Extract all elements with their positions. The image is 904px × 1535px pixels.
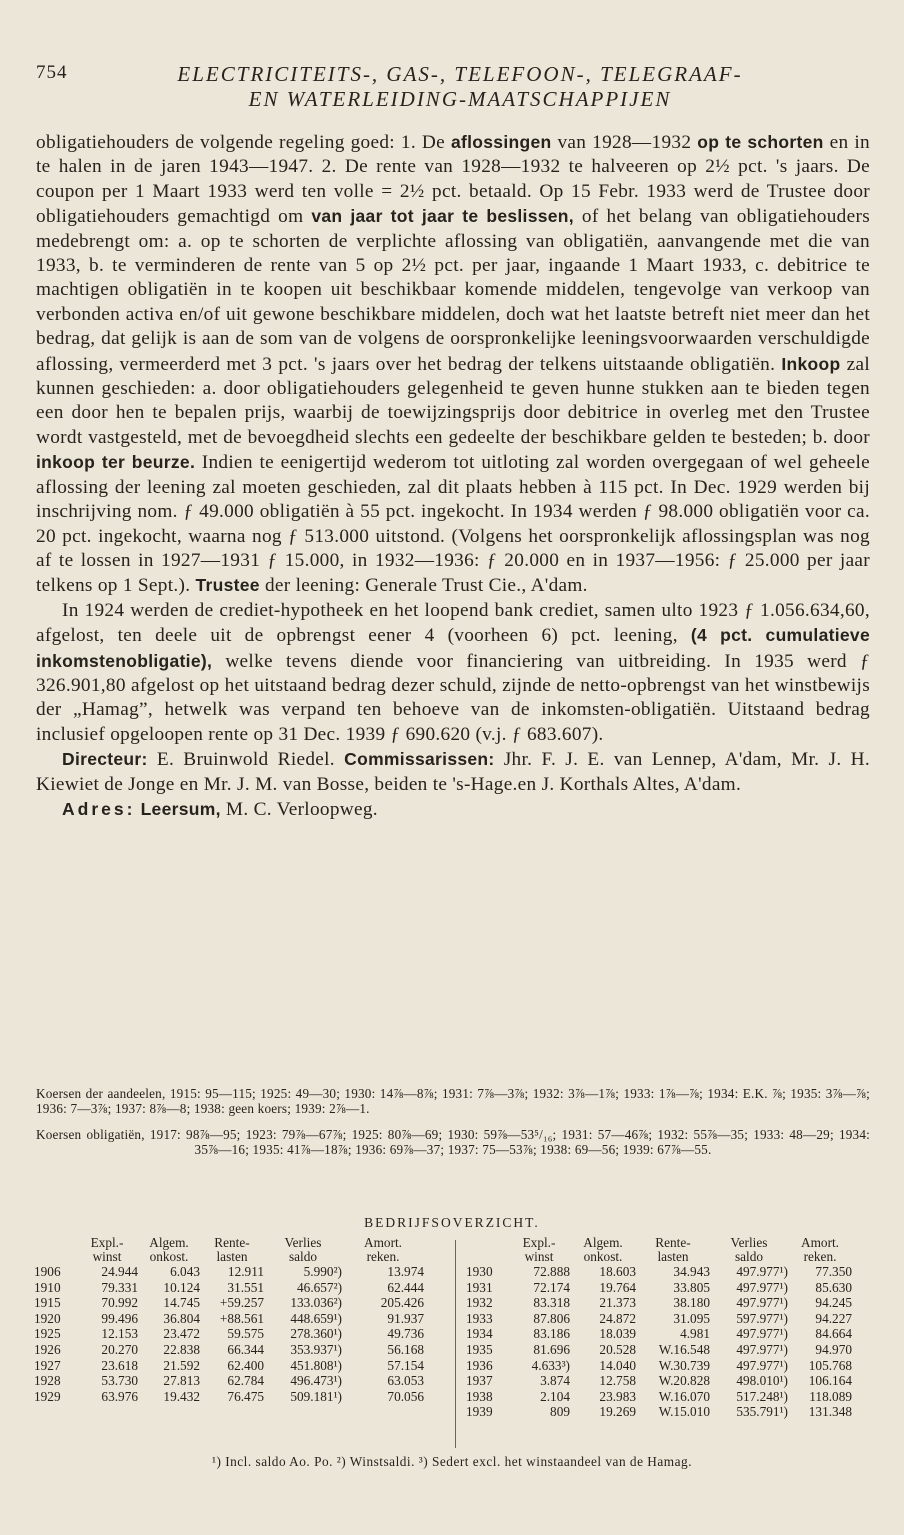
table-header [34, 1236, 424, 1264]
value-cell: 497.977¹) [736, 1279, 788, 1295]
value-cell: 497.977¹) [736, 1295, 788, 1311]
text-run: obligatiehouders de volgende regeling goed: 1. De [36, 132, 451, 153]
value-cell: 62.400 [227, 1357, 264, 1373]
header-cell: reken. [366, 1249, 400, 1264]
value-cell: 517.248¹) [736, 1388, 788, 1404]
year-cell: 1925 [34, 1326, 61, 1342]
table-row [34, 1373, 424, 1389]
header-cell: winst [92, 1249, 122, 1264]
header-cell: winst [524, 1249, 554, 1264]
value-cell: 497.977¹) [736, 1357, 788, 1373]
value-cell: 6.043 [170, 1264, 200, 1279]
text-run: zal kunnen geschieden: a. door obligatiehouders gelegenheid te geven hunne stukken aan te bieden tegen een door hen te bepalen prijs, waarbij de toewijzingsprijs door debitrice in overleg met den Trustee wordt vastgesteld, met de bevoegdheid slechts een gedeelte der beschikbare gelden te besteden; b. door [36, 353, 871, 448]
header-cell: reken. [803, 1249, 837, 1264]
value-cell: 5.990²) [303, 1264, 342, 1279]
value-cell: W.15.010 [658, 1404, 710, 1420]
running-title-line-2: EN WATERLEIDING-MAATSCHAPPIJEN [248, 87, 672, 111]
bold-term: van jaar tot jaar te beslissen, [311, 206, 574, 227]
value-cell: 94.227 [815, 1310, 852, 1326]
value-cell: 4.981 [680, 1326, 710, 1342]
value-cell: 36.804 [163, 1310, 200, 1326]
value-cell: 72.888 [533, 1264, 570, 1279]
value-cell: 497.977¹) [736, 1264, 788, 1279]
table-row [466, 1342, 852, 1358]
paragraph-crediet [36, 599, 870, 747]
table-row [466, 1280, 852, 1296]
value-cell: 49.736 [387, 1326, 424, 1342]
table-row [466, 1326, 852, 1342]
table-footnote: ¹) Incl. saldo Ao. Po. ²) Winstsaldi. ³) Sedert excl. het winstaandeel van de Hamag. [211, 1454, 693, 1469]
value-cell: 13.974 [387, 1264, 424, 1279]
value-cell: 131.348 [808, 1404, 852, 1420]
value-cell: 509.181¹) [290, 1388, 342, 1404]
year-cell: 1932 [466, 1295, 493, 1311]
value-cell: 38.180 [673, 1295, 710, 1311]
text-run: welke tevens diende voor financiering van uitbreiding. In 1935 werd ƒ 326.901,80 afgelost op het uitstaand bedrag dezer schuld, zijnde de netto-opbrengst van het winstbewijs der „Hamag”, hetwelk was verpand ten behoeve van de inkomsten-obligatiën. Uitstaand bedrag inclusief opgeloopen rente op 31 Dec. 1939 ƒ 690.620 (v.j. ƒ 683.607). [36, 650, 870, 745]
value-cell: 535.791¹) [736, 1404, 788, 1420]
value-cell: W.16.070 [658, 1388, 710, 1404]
value-cell: 94.970 [815, 1341, 852, 1357]
value-cell: 133.036²) [290, 1295, 342, 1311]
running-title-line-1: ELECTRICITEITS-, GAS-, TELEFOON-, TELEGRAAF- [177, 62, 743, 86]
text-run: In 1924 werden de crediet-hypotheek en het loopend bank crediet, samen ulto 1923 ƒ 1.056.634,60, afgelost, ten deele uit de opbrengst eener 4 (voorheen 6) pct. leening, [36, 599, 870, 647]
value-cell: 498.010¹) [736, 1373, 788, 1389]
table-row [34, 1295, 424, 1311]
value-cell: 105.768 [808, 1357, 852, 1373]
year-cell: 1928 [34, 1373, 61, 1389]
value-cell: 27.813 [163, 1373, 200, 1389]
bold-term: (4 pct. cumulatieve inkomstenobligatie), [36, 625, 870, 671]
header-cell: lasten [657, 1249, 689, 1264]
value-cell: 809 [550, 1404, 570, 1420]
value-cell: 62.784 [227, 1373, 264, 1389]
operations-table-right [466, 1236, 852, 1420]
value-cell: 14.040 [599, 1357, 636, 1373]
value-cell: 497.977¹) [736, 1326, 788, 1342]
value-cell: 57.154 [387, 1357, 424, 1373]
table-row [466, 1311, 852, 1327]
value-cell: 21.592 [163, 1357, 200, 1373]
bold-term: inkoop ter beurze. [36, 452, 196, 473]
value-cell: 23.472 [163, 1326, 200, 1342]
value-cell: 12.153 [101, 1326, 138, 1342]
value-cell: 46.657²) [297, 1279, 342, 1295]
value-cell: 18.603 [599, 1264, 636, 1279]
value-cell: 31.551 [227, 1279, 264, 1295]
bold-term: Directeur: [62, 749, 148, 770]
value-cell: 70.056 [387, 1388, 424, 1404]
value-cell: 21.373 [599, 1295, 636, 1311]
header-cell: Rente- [655, 1235, 691, 1250]
value-cell: W.30.739 [658, 1357, 710, 1373]
header-cell: Expl.- [522, 1235, 556, 1250]
value-cell: 24.944 [101, 1264, 138, 1279]
year-cell: 1929 [34, 1388, 61, 1404]
year-cell: 1936 [466, 1357, 493, 1373]
value-cell: 83.186 [533, 1326, 570, 1342]
value-cell: 77.350 [815, 1264, 852, 1279]
header-cell: onkost. [149, 1249, 189, 1264]
table-row [34, 1389, 424, 1405]
table-row [466, 1264, 852, 1280]
page-number: 754 [36, 62, 68, 83]
year-cell: 1938 [466, 1388, 493, 1404]
value-cell: W.16.548 [658, 1341, 710, 1357]
value-cell: +59.257 [219, 1295, 264, 1311]
value-cell: 497.977¹) [736, 1341, 788, 1357]
text-run: Indien te eenigertijd wederom tot uitloting zal worden overgegaan of wel geheele aflossing der leening zal moeten geschieden, zal dit plaats hebben à 115 pct. In Dec. 1929 werden bij inschrijving nom. ƒ 49.000 obligatiën à 55 pct. ingekocht. In 1934 werden ƒ 98.000 obligatiën voor ca. 20 pct. ingekocht, waarna nog ƒ 513.000 uitstond. (Volgens het oorspronkelijk aflossingsplan was nog af te lossen in 1927—1931 ƒ 15.000, in 1932—1936: ƒ 20.000 en in 1937—1956: ƒ 25.000 per jaar telkens op 1 Sept.). [36, 452, 870, 597]
value-cell: 12.758 [599, 1373, 636, 1389]
value-cell: 56.168 [387, 1341, 424, 1357]
year-cell: 1934 [466, 1326, 493, 1342]
bond-quotations: Koersen obligatiën, 1917: 98⅞—95; 1923: 79⅞—67⅞; 1925: 80⅞—69; 1930: 59⅞—53⁵/₁₆; 1931: 57—46⅞; 1932: 55⅞—35; 1933: 48—29; 1934: 35⅞—16; 1935: 41⅞—18⅞; 1936: 69⅞—37; 1937: 75—53⅞; 1938: 69—56; 1939: 67⅞—55. [36, 1126, 870, 1158]
table-row [34, 1342, 424, 1358]
year-cell: 1935 [466, 1341, 493, 1357]
bold-term: aflossingen [450, 132, 552, 152]
body-text [36, 130, 870, 822]
value-cell: 118.089 [809, 1388, 852, 1404]
value-cell: 14.745 [163, 1295, 200, 1311]
value-cell: 12.911 [227, 1264, 264, 1279]
value-cell: 53.730 [101, 1373, 138, 1389]
value-cell: 19.269 [599, 1404, 636, 1420]
value-cell: 85.630 [815, 1279, 852, 1295]
value-cell: 2.104 [540, 1388, 570, 1404]
year-cell: 1931 [466, 1279, 493, 1295]
value-cell: 62.444 [387, 1279, 424, 1295]
header-cell: Amort. [363, 1235, 403, 1250]
year-cell: 1910 [34, 1279, 61, 1295]
value-cell: 72.174 [533, 1279, 570, 1295]
value-cell: 76.475 [227, 1388, 264, 1404]
value-cell: 19.432 [163, 1388, 200, 1404]
value-cell: 496.473¹) [290, 1373, 342, 1389]
table-row [34, 1264, 424, 1280]
year-cell: 1920 [34, 1310, 61, 1326]
operations-table-left [34, 1236, 424, 1404]
table-header [466, 1236, 852, 1264]
header-cell: Verlies [730, 1235, 768, 1250]
value-cell: 79.331 [101, 1279, 138, 1295]
header-cell: Amort. [800, 1235, 840, 1250]
value-cell: 31.095 [673, 1310, 710, 1326]
value-cell: 24.872 [599, 1310, 636, 1326]
text-run: of het belang van obligatiehouders medebrengt om: a. op te schorten de verplichte aflossing van obligatiën, aanvangende met die van 1933, b. te verminderen de rente van 5 op 2½ pct. per jaar, ingaande 1 Maart 1933, c. debitrice te machtigen obligatiën in te koopen uit beschikbaar komende middelen, tengevolge van verkoop van verbonden activa en/of uit gewone beschikbare middelen, doch wat het laatste betreft niet meer dan het bedrag, dat gelijk is aan de som van de volgens de oorspronkelijke leeningsvoorwaarden verschuldigde aflossing, vermeerderd met 3 pct. 's jaars over het bedrag der telkens uitstaande obligatiën. [36, 206, 871, 375]
header-cell: Expl.- [90, 1235, 124, 1250]
value-cell: 22.838 [163, 1341, 200, 1357]
value-cell: 91.937 [387, 1310, 424, 1326]
value-cell: 448.659¹) [290, 1310, 342, 1326]
bold-term: op te schorten [697, 132, 824, 152]
value-cell: 87.806 [533, 1310, 570, 1326]
year-cell: 1930 [466, 1264, 493, 1279]
value-cell: 94.245 [815, 1295, 852, 1311]
year-cell: 1906 [34, 1264, 61, 1279]
header-cell: Algem. [149, 1235, 189, 1250]
value-cell: 81.696 [533, 1341, 570, 1357]
text-run: der leening: Generale Trust Cie., A'dam. [259, 575, 588, 597]
text-run: M. C. Verloopweg. [220, 798, 378, 820]
value-cell: 18.039 [599, 1326, 636, 1342]
bold-term: Leersum, [140, 798, 221, 819]
value-cell: 63.053 [387, 1373, 424, 1389]
table-row [34, 1280, 424, 1296]
header-cell: Algem. [583, 1235, 623, 1250]
value-cell: 84.664 [815, 1326, 852, 1342]
share-quotations: Koersen der aandeelen, 1915: 95—115; 1925: 49—30; 1930: 14⅞—8⅞; 1931: 7⅞—3⅞; 1932: 3⅞—1⅞; 1933: 1⅞—⅞; 1934: E.K. ⅞; 1935: 3⅞—⅞; 1936: 7—3⅞; 1937: 8⅞—8; 1938: geen koers; 1939: 2⅞—1. [36, 1086, 870, 1117]
table-row [34, 1358, 424, 1374]
header-cell: saldo [288, 1249, 318, 1264]
value-cell: 19.764 [599, 1279, 636, 1295]
running-title [130, 62, 790, 112]
value-cell: 59.575 [227, 1326, 264, 1342]
value-cell: 23.618 [101, 1357, 138, 1373]
paragraph-aflossingen [36, 130, 870, 599]
table-row [466, 1389, 852, 1405]
value-cell: 10.124 [163, 1279, 200, 1295]
text-run: en in te halen in de jaren 1943—1947. 2. De rente van 1928—1932 te halveeren op 2½ pct. 's jaars. De coupon per 1 Maart 1933 werd ten volle = 2½ pct. betaald. Op 15 Febr. 1933 werd de Trustee door obligatiehouders gemachtigd om [36, 132, 870, 228]
price-quotations [36, 1086, 870, 1168]
value-cell: 33.805 [673, 1279, 710, 1295]
year-cell: 1939 [466, 1404, 493, 1420]
year-cell: 1915 [34, 1295, 61, 1311]
table-title: BEDRIJFSOVERZICHT. [364, 1215, 540, 1230]
value-cell: 4.633³) [531, 1357, 570, 1373]
header-cell: Rente- [214, 1235, 250, 1250]
year-cell: 1926 [34, 1341, 61, 1357]
value-cell: 205.426 [380, 1295, 424, 1311]
table-row [34, 1326, 424, 1342]
value-cell: 353.937¹) [290, 1341, 342, 1357]
paragraph-directie [36, 747, 870, 797]
value-cell: 66.344 [227, 1341, 264, 1357]
table-row [466, 1404, 852, 1420]
value-cell: 20.528 [599, 1341, 636, 1357]
header-cell: Verlies [284, 1235, 322, 1250]
value-cell: 20.270 [101, 1341, 138, 1357]
table-row [466, 1295, 852, 1311]
table-row [466, 1358, 852, 1374]
table-divider [455, 1240, 456, 1448]
value-cell: 3.874 [540, 1373, 570, 1389]
value-cell: 23.983 [599, 1388, 636, 1404]
bold-term: Inkoop [781, 353, 841, 374]
year-cell: 1937 [466, 1373, 493, 1389]
header-cell: onkost. [583, 1249, 623, 1264]
value-cell: 83.318 [533, 1295, 570, 1311]
year-cell: 1933 [466, 1310, 493, 1326]
value-cell: 597.977¹) [736, 1310, 788, 1326]
table-row [34, 1311, 424, 1327]
table-row [466, 1373, 852, 1389]
text-run: E. Bruinwold Riedel. [147, 749, 345, 771]
value-cell: 106.164 [808, 1373, 852, 1389]
value-cell: 34.943 [673, 1264, 710, 1279]
bold-term: Trustee [195, 575, 260, 596]
year-cell: 1927 [34, 1357, 61, 1373]
address-label: Adres: [62, 798, 136, 819]
value-cell: W.20.828 [658, 1373, 710, 1389]
text-run: Jhr. F. J. E. van Lennep, A'dam, Mr. J. H. Kiewiet de Jonge en Mr. J. M. van Bosse, beiden te 's-Hage.en J. Korthals Altes, A'dam. [36, 749, 870, 795]
value-cell: +88.561 [219, 1310, 264, 1326]
paragraph-adres [36, 797, 870, 822]
value-cell: 278.360¹) [290, 1326, 342, 1342]
text-run: van 1928—1932 [551, 132, 698, 153]
header-cell: lasten [216, 1249, 248, 1264]
value-cell: 70.992 [101, 1295, 138, 1311]
bold-term: Commissarissen: [344, 749, 495, 770]
value-cell: 451.808¹) [290, 1357, 342, 1373]
header-cell: saldo [734, 1249, 764, 1264]
value-cell: 99.496 [101, 1310, 138, 1326]
value-cell: 63.976 [101, 1388, 138, 1404]
